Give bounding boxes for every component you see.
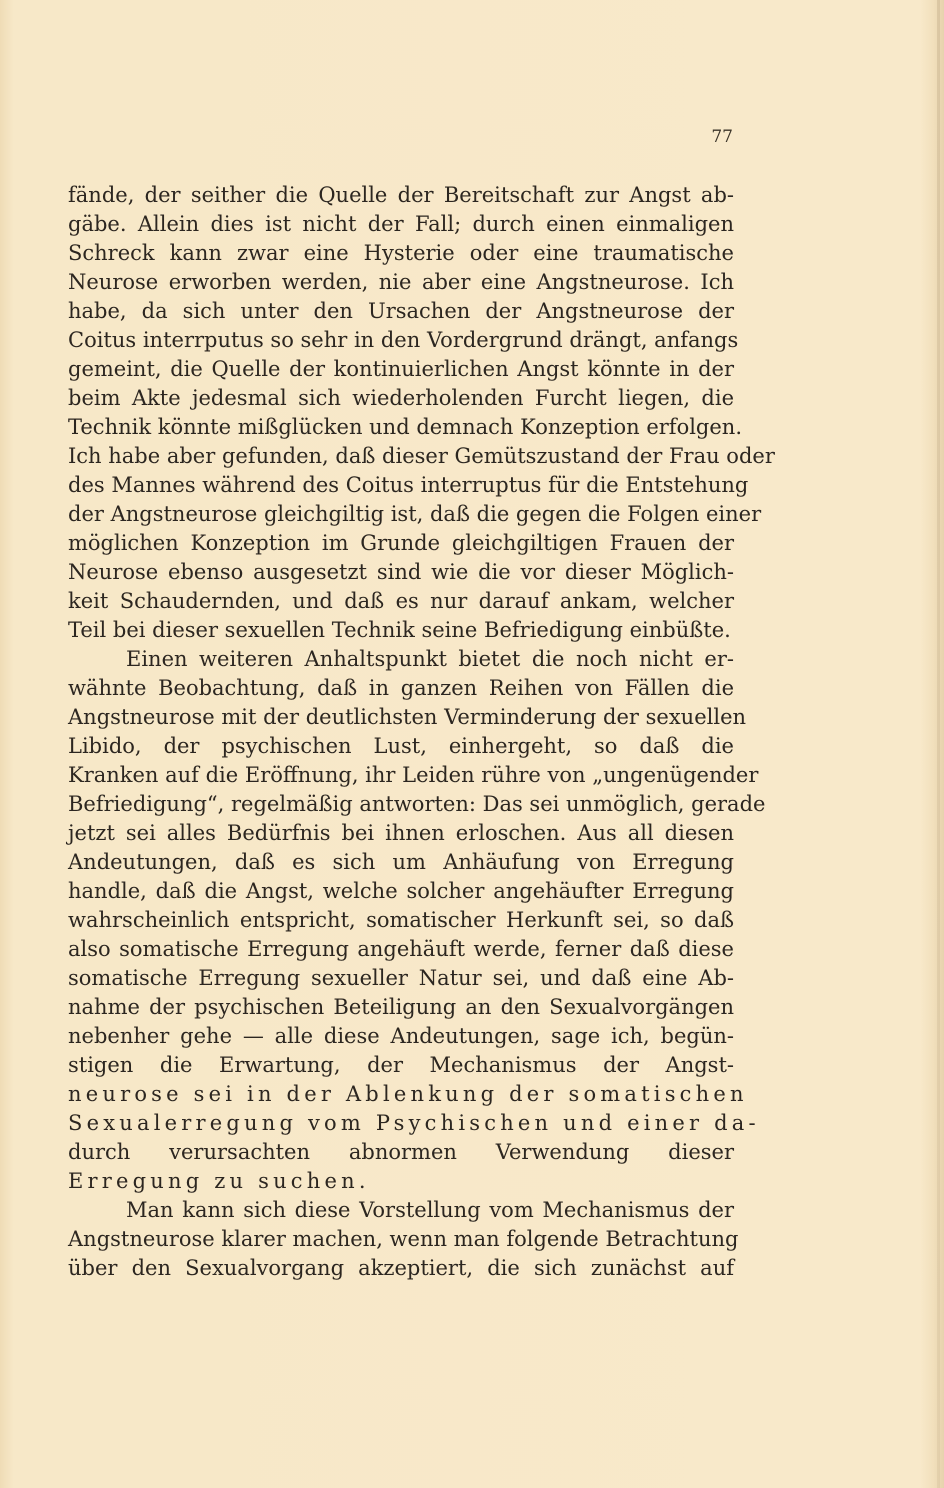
text-line: Angstneurose mit der deutlichsten Verminderung der sexuellen [68,705,747,729]
text-line: nahme der psychischen Beteiligung an den Sexualvorgängen [68,995,734,1019]
text-line: stigen die Erwartung, der Mechanismus der Angst- [68,1053,734,1077]
page-number: 77 [711,127,733,147]
text-line: handle, daß die Angst, welche solcher angehäufter Erregung [68,879,734,903]
text-line: also somatische Erregung angehäuft werde, ferner daß diese [68,937,734,961]
text-line: Einen weiteren Anhaltspunkt bietet die noch nicht er- [126,647,734,671]
text-line: neurose sei in der Ablenkung der somatischen [68,1082,748,1106]
text-line: jetzt sei alles Bedürfnis bei ihnen erloschen. Aus all diesen [68,821,734,845]
text-line: Andeutungen, daß es sich um Anhäufung von Erregung [68,850,734,874]
text-line: wähnte Beobachtung, daß in ganzen Reihen von Fällen die [68,676,734,700]
text-line: gemeint, die Quelle der kontinuierlichen Angst könnte in der [68,357,734,381]
text-line: Kranken auf die Eröffnung, ihr Leiden rühre von „ungenügender [68,763,759,787]
text-line: der Angstneurose gleichgiltig ist, daß die gegen die Folgen einer [68,502,762,526]
text-line: Teil bei dieser sexuellen Technik seine Befriedigung einbüßte. [68,618,731,642]
text-line: über den Sexualvorgang akzeptiert, die sich zunächst auf [68,1256,734,1280]
text-line: Angstneurose klarer machen, wenn man folgende Betrachtung [68,1227,739,1251]
text-line: gäbe. Allein dies ist nicht der Fall; durch einen einmaligen [68,212,734,236]
text-line: Neurose erworben werden, nie aber eine Angstneurose. Ich [68,270,734,294]
text-line: Neurose ebenso ausgesetzt sind wie die vor dieser Möglich- [68,560,734,584]
text-line: beim Akte jedesmal sich wiederholenden Furcht liegen, die [68,386,734,410]
text-line: Coitus interrputus so sehr in den Vordergrund drängt, anfangs [68,328,739,352]
text-line: wahrscheinlich entspricht, somatischer Herkunft sei, so daß [68,908,734,932]
text-line: fände, der seither die Quelle der Bereitschaft zur Angst ab- [68,183,734,207]
text-line: Ich habe aber gefunden, daß dieser Gemütszustand der Frau oder [68,444,775,468]
text-line: habe, da sich unter den Ursachen der Angstneurose der [68,299,734,323]
body-text [68,181,775,1283]
page-edge-shadow [937,0,940,1488]
text-line: Erregung zu suchen. [68,1169,370,1193]
text-line: möglichen Konzeption im Grunde gleichgiltigen Frauen der [68,531,734,555]
text-line: Schreck kann zwar eine Hysterie oder eine traumatische [68,241,734,265]
text-line: somatische Erregung sexueller Natur sei, und daß eine Ab- [68,966,734,990]
text-line: nebenher gehe — alle diese Andeutungen, sage ich, begün- [68,1024,734,1048]
text-line: Libido, der psychischen Lust, einhergeht, so daß die [68,734,734,758]
text-line: durch verursachten abnormen Verwendung dieser [68,1140,734,1164]
text-line: des Mannes während des Coitus interruptus für die Entstehung [68,473,749,497]
text-line: Sexualerregung vom Psychischen und einer da- [68,1111,760,1135]
text-line: keit Schaudernden, und daß es nur darauf ankam, welcher [68,589,734,613]
text-line: Man kann sich diese Vorstellung vom Mechanismus der [126,1198,734,1222]
text-line: Befriedigung“, regelmäßig antworten: Das sei unmöglich, gerade [68,792,766,816]
text-line: Technik könnte mißglücken und demnach Konzeption erfolgen. [68,415,742,439]
